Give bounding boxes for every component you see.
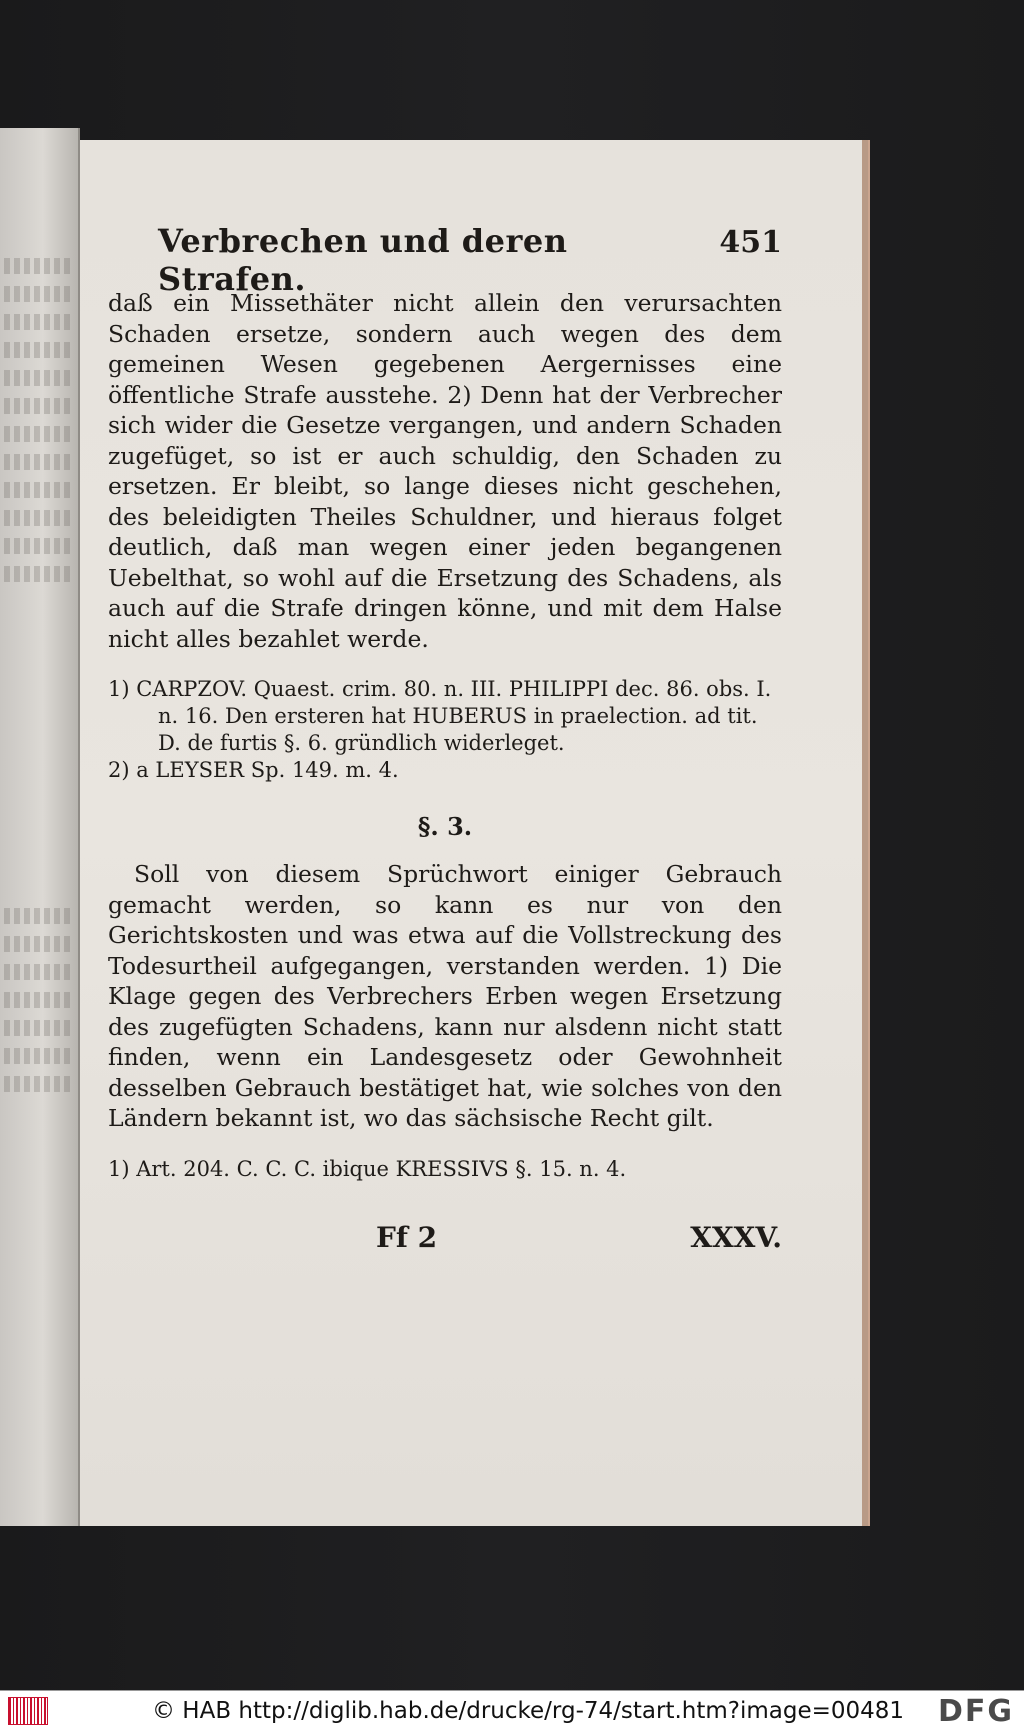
bleed-through-text bbox=[4, 482, 74, 498]
bleed-through-text bbox=[4, 398, 74, 414]
bleed-through-text bbox=[4, 566, 74, 582]
bleed-through-text bbox=[4, 964, 74, 980]
credit-link[interactable]: © HAB http://diglib.hab.de/drucke/rg-74/start.htm?image=00481 bbox=[152, 1698, 905, 1724]
bleed-through-text bbox=[4, 342, 74, 358]
footnotes-block bbox=[108, 1156, 782, 1183]
bleed-through-text bbox=[4, 258, 74, 274]
book-page bbox=[80, 140, 862, 1526]
footnote: 1) CARPZOV. Quaest. crim. 80. n. III. PHILIPPI dec. 86. obs. I. n. 16. Den ersteren hat HUBERUS in praelection. ad tit. D. de furtis §. 6. gründlich widerleget. bbox=[108, 677, 772, 755]
page-content bbox=[108, 222, 782, 1254]
bleed-through-text bbox=[4, 510, 74, 526]
dfg-logo: DFG bbox=[937, 1694, 1014, 1729]
bleed-through-text bbox=[4, 1076, 74, 1092]
footer-bar bbox=[0, 1690, 1024, 1731]
catchword: XXXV. bbox=[690, 1220, 782, 1254]
signature-mark: Ff 2 bbox=[376, 1220, 438, 1254]
footnote: 1) Art. 204. C. C. C. ibique KRESSIVS §. 15. n. 4. bbox=[108, 1156, 627, 1181]
bleed-through-text bbox=[4, 370, 74, 386]
bleed-through-text bbox=[4, 426, 74, 442]
main-paragraph: daß ein Missethäter nicht allein den verursachten Schaden ersetze, sondern auch wegen des dem gemeinen Wesen gegebenen Aergernisses eine öffentliche Strafe ausstehe. 2) Denn hat der Verbrecher sich wider die Gesetze vergangen, und andern Schaden zugefüget, so ist er auch schuldig, den Schaden zu ersetzen. Er bleibt, so lange dieses nicht geschehen, des beleidigten Theiles Schuldner, und hieraus folget deutlich, daß man wegen einer jeden begangenen Uebelthat, so wohl auf die Ersetzung des Schadens, als auch auf die Strafe dringen könne, und mit dem Halse nicht alles bezahlet werde. bbox=[108, 289, 782, 653]
bleed-through-text bbox=[4, 314, 74, 330]
hab-barcode-logo-icon bbox=[8, 1697, 48, 1725]
page-number: 451 bbox=[719, 225, 782, 260]
bleed-through-text bbox=[4, 538, 74, 554]
bleed-through-text bbox=[4, 936, 74, 952]
bleed-through-text bbox=[4, 286, 74, 302]
page-foot bbox=[108, 1221, 782, 1254]
bleed-through-text bbox=[4, 1048, 74, 1064]
bleed-through-text bbox=[4, 1020, 74, 1036]
bleed-through-text bbox=[4, 454, 74, 470]
section-paragraph: Soll von diesem Sprüchwort einiger Gebrauch gemacht werden, so kann es nur von den Gerichtskosten und was etwa auf die Vollstreckung des Todesurtheil aufgegangen, verstanden werden. 1) Die Klage gegen des Verbrechers Erben wegen Ersetzung des zugefügten Schadens, kann nur alsdenn nicht statt finden, wenn ein Landesgesetz oder Gewohnheit desselben Gebrauch bestätiget hat, wie solches von den Ländern bekannt ist, wo das sächsische Recht gilt. bbox=[108, 860, 782, 1132]
footnotes-block bbox=[108, 676, 782, 784]
bleed-through-text bbox=[4, 992, 74, 1008]
section-heading: §. 3. bbox=[417, 812, 473, 841]
running-head bbox=[108, 222, 782, 298]
running-title: Verbrechen und deren Strafen. bbox=[158, 222, 568, 298]
footnote: 2) a LEYSER Sp. 149. m. 4. bbox=[108, 758, 399, 782]
bleed-through-text bbox=[4, 908, 74, 924]
previous-page-edge bbox=[0, 128, 80, 1526]
